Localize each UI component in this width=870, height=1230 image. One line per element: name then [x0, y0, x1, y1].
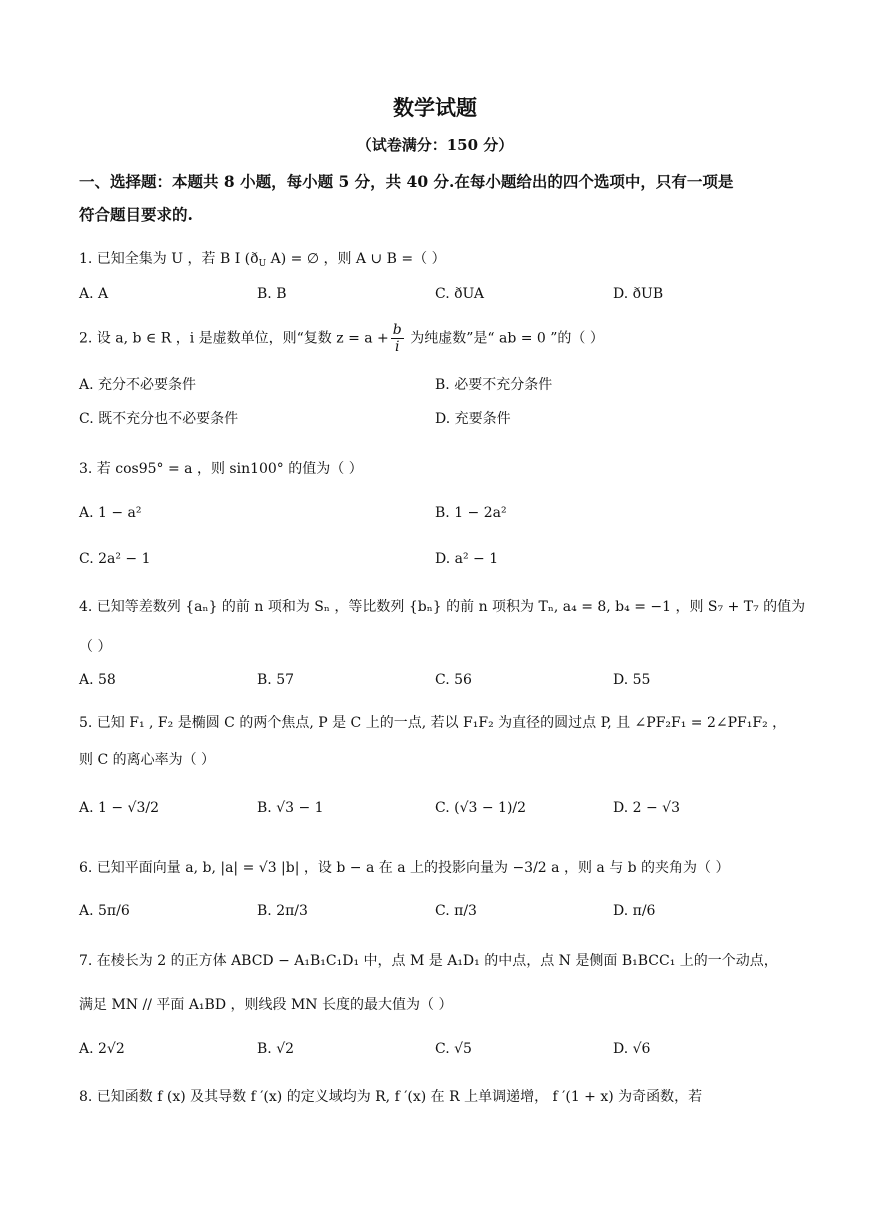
question-5-stem-cont: 则 C 的离心率为（ ）	[79, 752, 216, 768]
question-2-option-a: A. 充分不必要条件	[79, 377, 197, 393]
question-4-option-a: A. 58	[79, 672, 116, 688]
question-5-option-b: B. √3 − 1	[257, 800, 324, 816]
question-2-option-c: C. 既不充分也不必要条件	[79, 411, 239, 427]
question-4-option-d: D. 55	[613, 672, 651, 688]
question-7-option-b: B. √2	[257, 1041, 295, 1057]
question-7-option-d: D. √6	[613, 1041, 651, 1057]
question-4-stem: 4. 已知等差数列 {aₙ} 的前 n 项和为 Sₙ ，等比数列 {bₙ} 的前 n 项积为 Tₙ, a₄ = 8, b₄ = −1 ，则 S₇ + T₇ 的值为	[79, 599, 806, 615]
page-subtitle: （试卷满分：150 分）	[356, 136, 514, 154]
question-1-stem: 1. 已知全集为 U ，若 B I ($ð_U$ A) = ∅ ，则 A ∪ B =（ ）	[79, 251, 446, 269]
question-3-option-b: B. 1 − 2a²	[435, 505, 507, 521]
question-1-option-c: C. ðUA	[435, 286, 485, 302]
question-3-stem: 3. 若 cos95° = a ，则 sin100° 的值为（ ）	[79, 461, 363, 477]
question-7-stem: 7. 在棱长为 2 的正方体 ABCD − A₁B₁C₁D₁ 中，点 M 是 A₁D₁ 的中点，点 N 是侧面 B₁BCC₁ 上的一个动点，	[79, 953, 778, 969]
question-2-stem: 2. 设 a, b ∈ R ，i 是虚数单位，则“复数 z = a + $\frac{b}{i}$ 为纯虚数”是“ ab = 0 ”的（ ）	[79, 322, 604, 356]
question-7-stem-cont: 满足 MN // 平面 A₁BD ，则线段 MN 长度的最大值为（ ）	[79, 997, 453, 1013]
question-3-option-d: D. a² − 1	[435, 551, 499, 567]
section-heading: 一、选择题：本题共 8 小题，每小题 5 分，共 40 分.在每小题给出的四个选项中，只有一项是	[79, 172, 734, 191]
section-heading-cont: 符合题目要求的.	[79, 205, 193, 224]
question-6-option-c: C. π/3	[435, 903, 477, 919]
question-4-stem-cont: （ ）	[79, 639, 112, 655]
question-6-option-d: D. π/6	[613, 903, 656, 919]
question-3-option-c: C. 2a² − 1	[79, 551, 151, 567]
question-7-option-a: A. 2√2	[79, 1041, 125, 1057]
question-5-stem: 5. 已知 F₁ , F₂ 是椭圆 C 的两个焦点, P 是 C 上的一点, 若以 F₁F₂ 为直径的圆过点 P, 且 ∠PF₂F₁ = 2∠PF₁F₂ ，	[79, 715, 787, 731]
question-3-option-a: A. 1 − a²	[79, 505, 142, 521]
question-6-stem: 6. 已知平面向量 a, b, |a| = √3 |b| ，设 b − a 在 a 上的投影向量为 −3/2 a ，则 a 与 b 的夹角为（ ）	[79, 860, 730, 876]
question-6-option-b: B. 2π/3	[257, 903, 308, 919]
question-4-option-b: B. 57	[257, 672, 295, 688]
question-6-option-a: A. 5π/6	[79, 903, 130, 919]
question-2-option-d: D. 充要条件	[435, 411, 511, 427]
question-1-option-d: D. ðUB	[613, 286, 664, 302]
fraction: $\frac{b}{i}$	[392, 322, 402, 356]
question-1-option-b: B. B	[257, 286, 287, 302]
page-title: 数学试题	[393, 95, 477, 120]
question-7-option-c: C. √5	[435, 1041, 472, 1057]
question-4-option-c: C. 56	[435, 672, 472, 688]
question-2-option-b: B. 必要不充分条件	[435, 377, 553, 393]
question-1-option-a: A. A	[79, 286, 109, 302]
question-5-option-d: D. 2 − √3	[613, 800, 680, 816]
question-5-option-a: A. 1 − √3/2	[79, 800, 160, 816]
question-8-stem: 8. 已知函数 f (x) 及其导数 f ′(x) 的定义域均为 R, f ′(x) 在 R 上单调递增， f ′(1 + x) 为奇函数，若	[79, 1089, 703, 1105]
question-5-option-c: C. (√3 − 1)/2	[435, 800, 527, 816]
